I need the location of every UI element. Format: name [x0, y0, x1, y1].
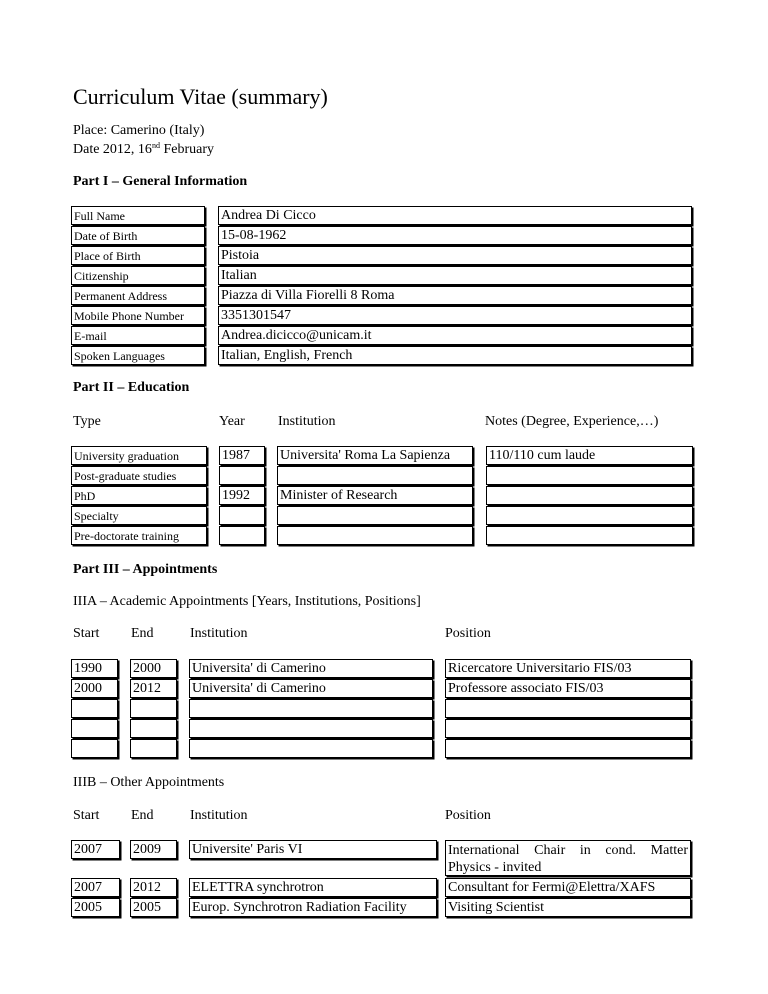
education-year — [219, 526, 265, 545]
academic-position — [445, 699, 691, 718]
other-header-end: End — [131, 808, 154, 823]
academic-end: 2000 — [130, 659, 177, 678]
general-info-value: Piazza di Villa Fiorelli 8 Roma — [218, 286, 692, 305]
other-header-start: Start — [73, 808, 100, 823]
other-institution: Europ. Synchrotron Radiation Facility — [189, 898, 437, 917]
date-superscript: nd — [151, 141, 160, 150]
education-year — [219, 466, 265, 485]
education-notes — [486, 486, 693, 505]
other-header-position: Position — [445, 808, 491, 823]
part1-heading: Part I – General Information — [73, 174, 248, 189]
general-info-label: Full Name — [71, 206, 205, 225]
academic-start: 2000 — [71, 679, 118, 698]
general-info-value: Italian — [218, 266, 692, 285]
education-type: Post-graduate studies — [71, 466, 207, 485]
education-header-type: Type — [73, 414, 101, 429]
document-title: Curriculum Vitae (summary) — [73, 84, 328, 109]
part2-heading: Part II – Education — [73, 380, 190, 395]
general-info-label: Place of Birth — [71, 246, 205, 265]
part3-heading: Part III – Appointments — [73, 562, 218, 577]
education-year — [219, 506, 265, 525]
education-type: Pre-doctorate training — [71, 526, 207, 545]
place-line: Place: Camerino (Italy) — [73, 123, 205, 138]
date-suffix: February — [159, 142, 214, 157]
general-info-label: Spoken Languages — [71, 346, 205, 365]
general-info-value: Pistoia — [218, 246, 692, 265]
education-header-notes: Notes (Degree, Experience,…) — [485, 414, 659, 429]
date-line — [73, 141, 214, 158]
other-header-institution: Institution — [190, 808, 248, 823]
education-notes — [486, 466, 693, 485]
general-info-value: 15-08-1962 — [218, 226, 692, 245]
general-info-value: Andrea Di Cicco — [218, 206, 692, 225]
general-info-label: Mobile Phone Number — [71, 306, 205, 325]
general-info-label: Permanent Address — [71, 286, 205, 305]
other-end: 2012 — [130, 878, 177, 897]
education-institution: Minister of Research — [277, 486, 473, 505]
academic-start — [71, 739, 118, 758]
education-notes: 110/110 cum laude — [486, 446, 693, 465]
academic-position — [445, 719, 691, 738]
other-end: 2009 — [130, 840, 177, 859]
general-info-value: Italian, English, French — [218, 346, 692, 365]
academic-end — [130, 719, 177, 738]
education-header-year: Year — [219, 414, 245, 429]
education-institution: Universita' Roma La Sapienza — [277, 446, 473, 465]
academic-header-institution: Institution — [190, 626, 248, 641]
academic-appointments-subheading: IIIA – Academic Appointments [Years, Institutions, Positions] — [73, 594, 421, 609]
other-start: 2005 — [71, 898, 120, 917]
education-year: 1992 — [219, 486, 265, 505]
academic-header-position: Position — [445, 626, 491, 641]
general-info-label: E-mail — [71, 326, 205, 345]
other-institution: ELETTRA synchrotron — [189, 878, 437, 897]
general-info-value: Andrea.dicicco@unicam.it — [218, 326, 692, 345]
other-position: International Chair in cond. Matter Physics - invited — [445, 840, 691, 876]
academic-end — [130, 699, 177, 718]
education-type: Specialty — [71, 506, 207, 525]
academic-position — [445, 739, 691, 758]
academic-end: 2012 — [130, 679, 177, 698]
academic-institution — [189, 699, 433, 718]
date-prefix: Date 2012, 16 — [73, 142, 152, 157]
education-type: University graduation — [71, 446, 207, 465]
education-header-institution: Institution — [278, 414, 336, 429]
academic-header-end: End — [131, 626, 154, 641]
education-notes — [486, 526, 693, 545]
academic-start — [71, 719, 118, 738]
education-institution — [277, 506, 473, 525]
education-notes — [486, 506, 693, 525]
general-info-label: Citizenship — [71, 266, 205, 285]
other-end: 2005 — [130, 898, 177, 917]
academic-institution — [189, 739, 433, 758]
academic-start — [71, 699, 118, 718]
academic-position: Ricercatore Universitario FIS/03 — [445, 659, 691, 678]
education-institution — [277, 526, 473, 545]
education-type: PhD — [71, 486, 207, 505]
education-institution — [277, 466, 473, 485]
general-info-label: Date of Birth — [71, 226, 205, 245]
academic-start: 1990 — [71, 659, 118, 678]
other-institution: Universite' Paris VI — [189, 840, 437, 859]
other-start: 2007 — [71, 878, 120, 897]
academic-institution: Universita' di Camerino — [189, 679, 433, 698]
education-year: 1987 — [219, 446, 265, 465]
academic-institution — [189, 719, 433, 738]
other-appointments-subheading: IIIB – Other Appointments — [73, 775, 225, 790]
academic-header-start: Start — [73, 626, 100, 641]
other-position: Visiting Scientist — [445, 898, 691, 917]
academic-institution: Universita' di Camerino — [189, 659, 433, 678]
academic-position: Professore associato FIS/03 — [445, 679, 691, 698]
other-position: Consultant for Fermi@Elettra/XAFS — [445, 878, 691, 897]
general-info-value: 3351301547 — [218, 306, 692, 325]
academic-end — [130, 739, 177, 758]
other-start: 2007 — [71, 840, 120, 859]
